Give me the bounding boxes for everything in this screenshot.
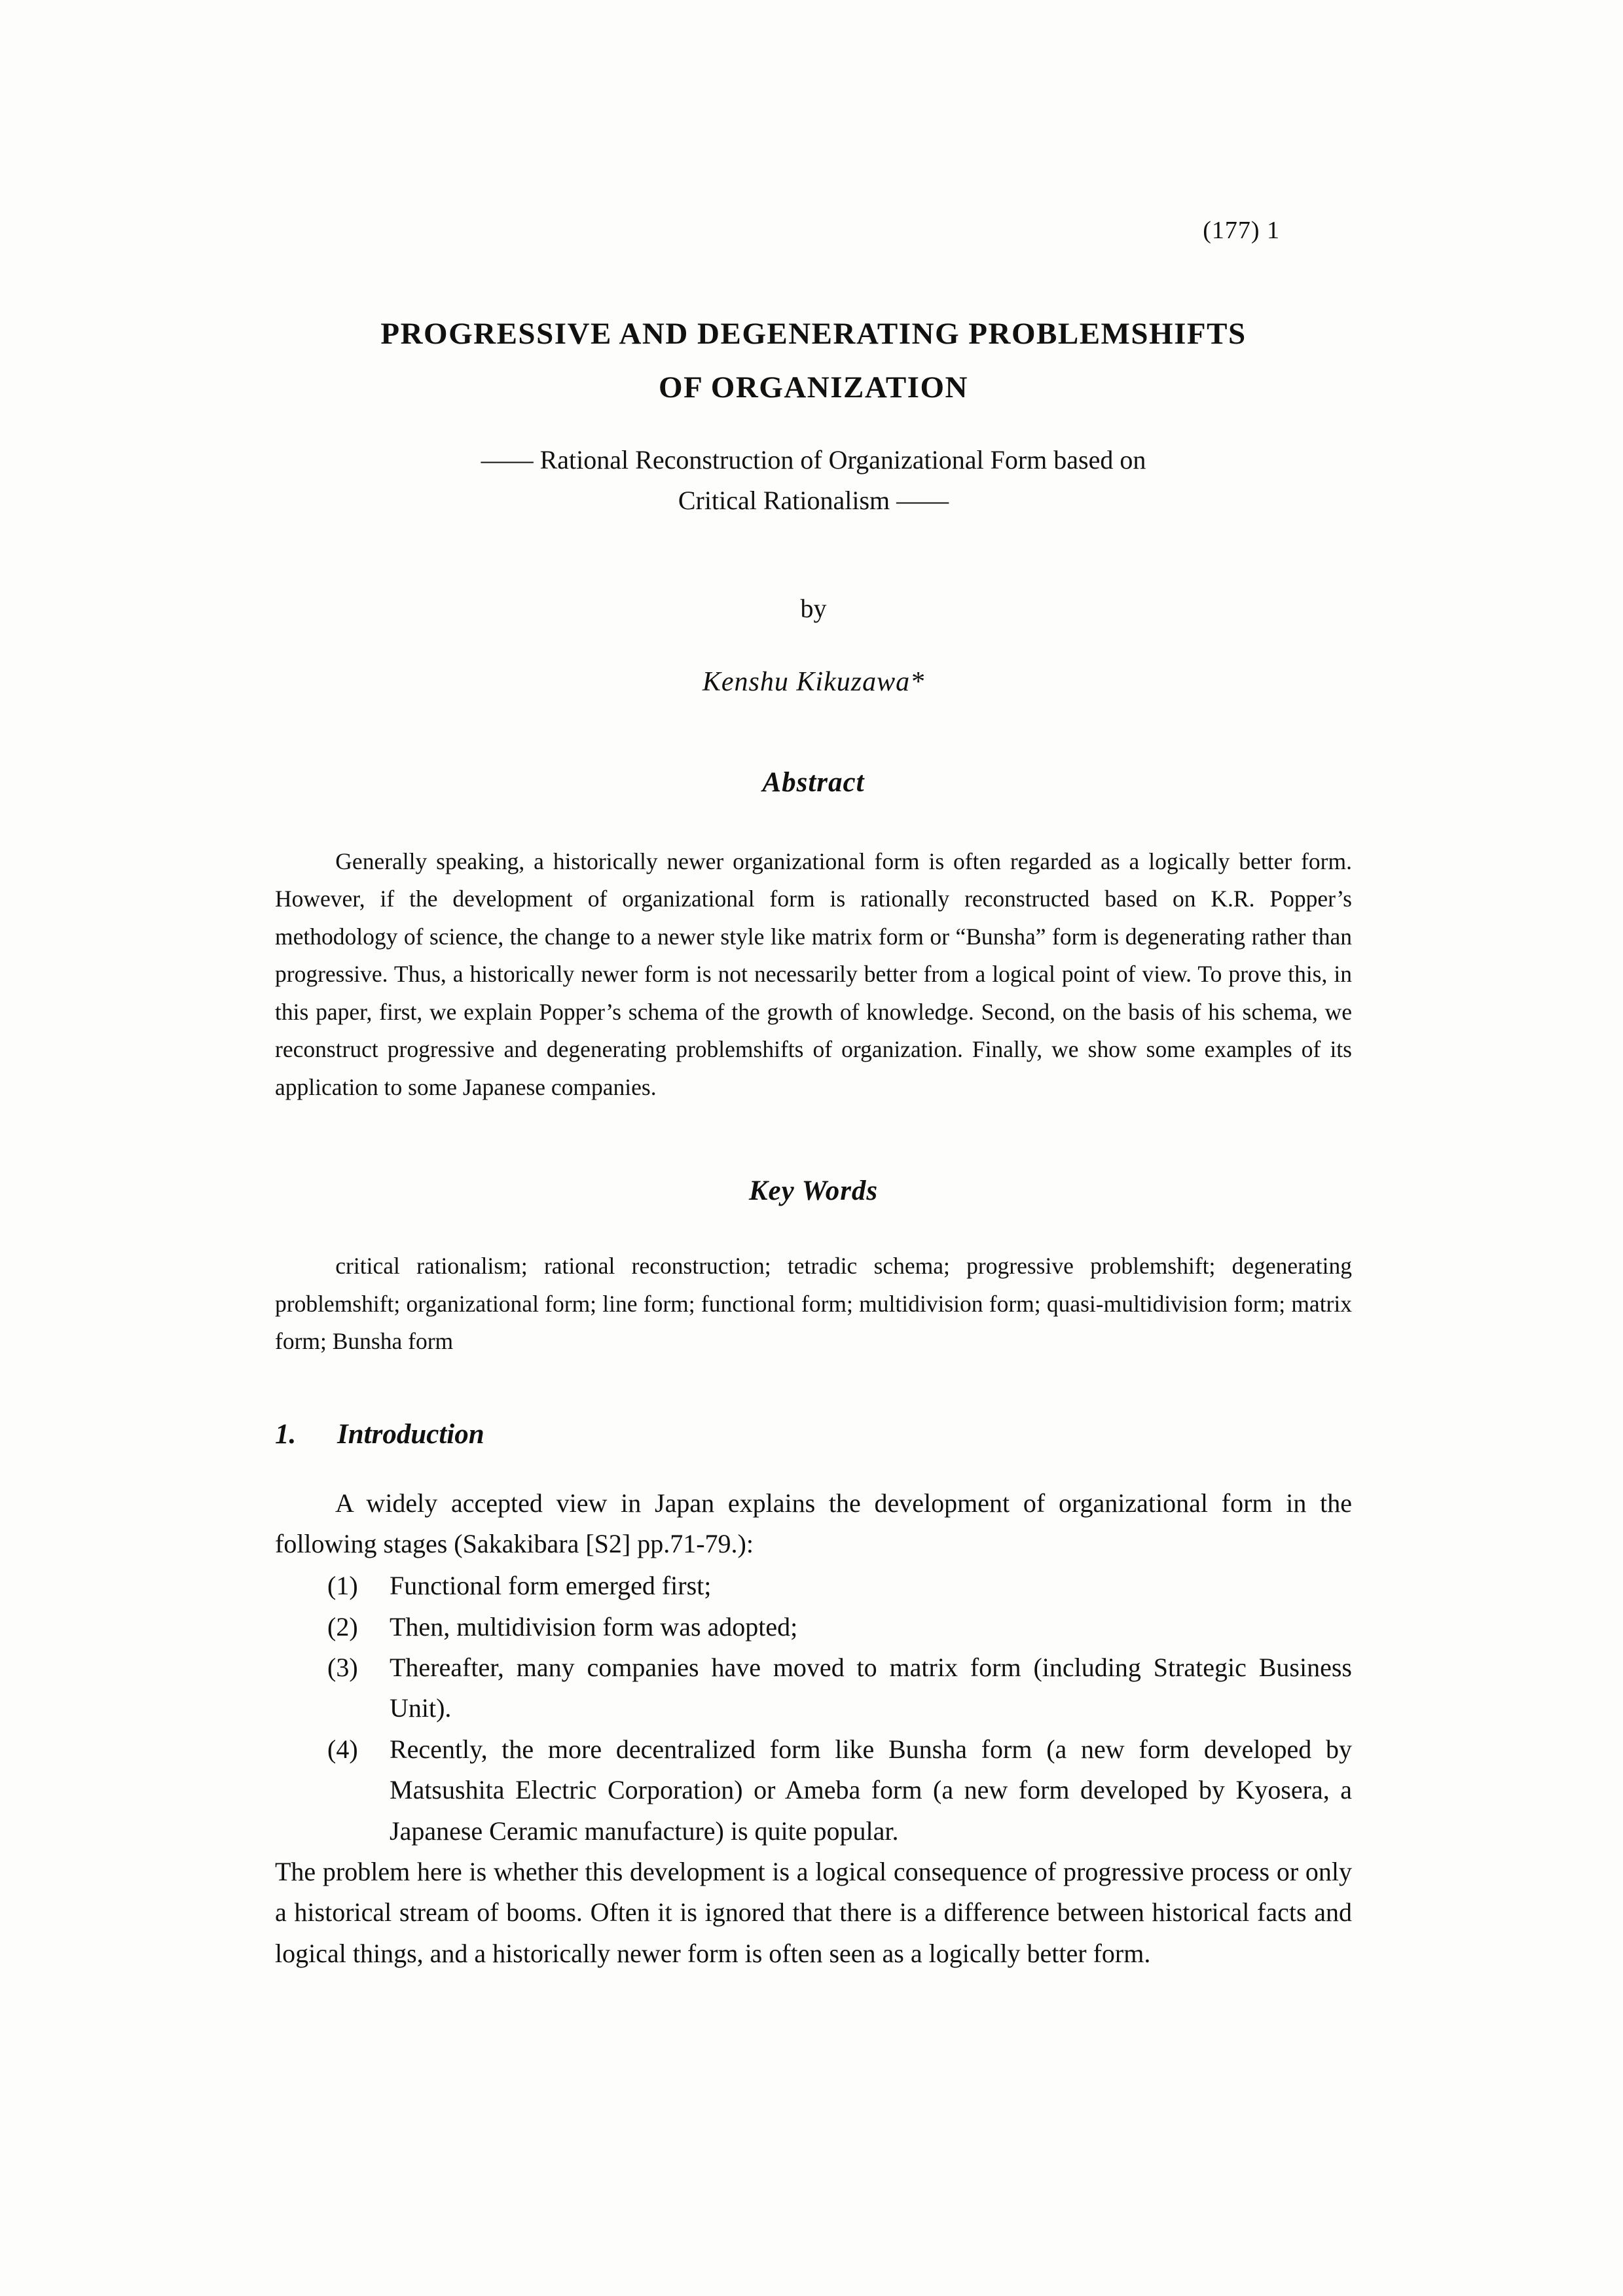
section-1-heading [275, 1418, 1352, 1450]
keywords-text: critical rationalism; rational reconstruction; tetradic schema; progressive problemshift; degenerating problemshift; organizational form; line form; functional form; multidivision form; quasi-multidivision form; matrix form; Bunsha form [275, 1253, 1352, 1354]
list-item-text: Functional form emerged first; [390, 1571, 712, 1601]
list-item-number: (2) [327, 1611, 358, 1641]
list-item [275, 1607, 1352, 1647]
list-item-text: Then, multidivision form was adopted; [390, 1611, 798, 1641]
page-content [275, 0, 1352, 1974]
list-item [275, 1647, 1352, 1729]
byline: by [800, 593, 827, 623]
intro-paragraph-1: A widely accepted view in Japan explains the development of organizational form in the following stages (Sakakibara [S2] pp.71-79.): [275, 1488, 1352, 1558]
abstract-heading: Abstract [762, 766, 865, 798]
paper-title-line-1: PROGRESSIVE AND DEGENERATING PROBLEMSHIFTS [380, 317, 1247, 351]
intro-paragraph-2: The problem here is whether this development is a logical consequence of progressive process or only a historical stream of booms. Often it is ignored that there is a difference between historical facts and logical things, and a historically newer form is often seen as a logically better form. [275, 1857, 1352, 1968]
page-number: (177) 1 [1203, 217, 1280, 244]
section-1-title: Introduction [337, 1418, 484, 1450]
paper-title [275, 307, 1352, 415]
abstract-text: Generally speaking, a historically newer organizational form is often regarded as a logically better form. However, if the development of organizational form is rationally reconstructed based on K.R. Popper’s methodology of science, the change to a newer style like matrix form or “Bunsha” form is degenerating rather than progressive. Thus, a historically newer form is not necessarily better from a logical point of view. To prove this, in this paper, first, we explain Popper’s schema of the growth of knowledge. Second, on the basis of his schema, we reconstruct progressive and degenerating problemshifts of organization. Finally, we show some examples of its application to some Japanese companies. [275, 848, 1352, 1100]
list-item-number: (1) [327, 1571, 358, 1601]
list-item-number: (4) [327, 1734, 358, 1764]
list-item-text: Recently, the more decentralized form like Bunsha form (a new form developed by Matsushita Electric Corporation) or Ameba form (a new form developed by Kyosera, a Japanese Ceramic manufacture) is quite popular. [390, 1734, 1352, 1846]
section-1-number: 1. [275, 1418, 297, 1450]
paper-subtitle-line-2: Critical Rationalism —— [678, 485, 949, 515]
paper-title-line-2: OF ORGANIZATION [659, 370, 968, 405]
keywords-heading: Key Words [748, 1175, 879, 1206]
paper-subtitle-line-1: —— Rational Reconstruction of Organizational Form based on [481, 444, 1146, 475]
stages-list [275, 1566, 1352, 1852]
paper-subtitle [275, 440, 1352, 521]
list-item-text: Thereafter, many companies have moved to matrix form (including Strategic Business Unit). [390, 1653, 1352, 1723]
list-item [275, 1566, 1352, 1606]
author-name: Kenshu Kikuzawa* [702, 666, 925, 697]
list-item-number: (3) [327, 1653, 358, 1683]
list-item [275, 1729, 1352, 1852]
